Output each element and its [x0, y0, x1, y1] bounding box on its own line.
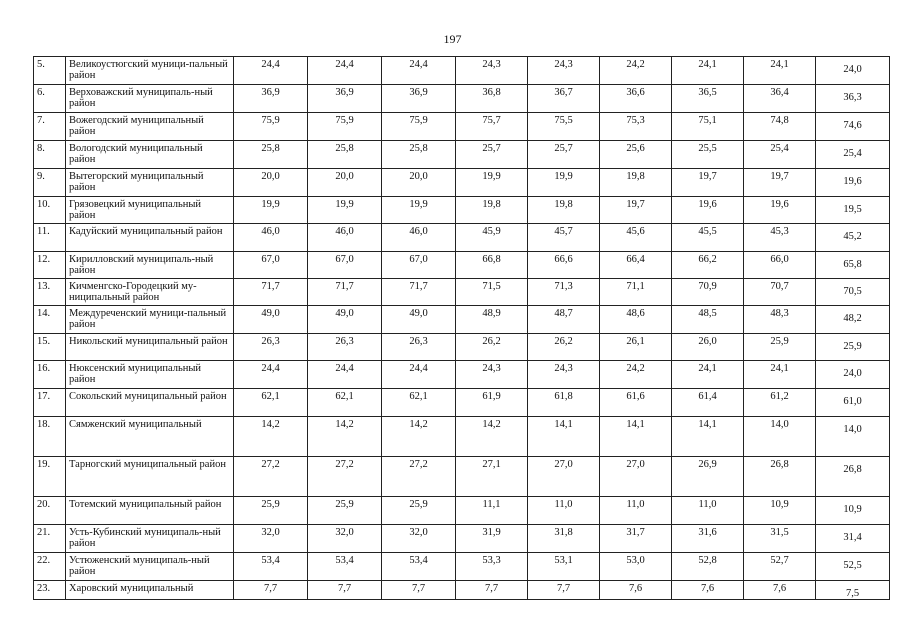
value-cell: 27,2: [308, 457, 382, 497]
district-name: Нюксенский муниципальный район: [66, 361, 234, 389]
value-cell: 24,2: [600, 361, 672, 389]
value-cell: 24,4: [308, 361, 382, 389]
value-cell: 14,2: [308, 417, 382, 457]
value-cell: 66,8: [456, 252, 528, 279]
value-cell: 67,0: [382, 252, 456, 279]
value-cell: 7,7: [234, 581, 308, 600]
district-name: Грязовецкий муниципальный район: [66, 197, 234, 224]
value-cell: 14,0: [816, 417, 890, 457]
value-cell: 36,9: [382, 85, 456, 113]
value-cell: 36,6: [600, 85, 672, 113]
table-row: [34, 224, 890, 252]
row-number: 5.: [34, 57, 66, 85]
value-cell: 31,8: [528, 525, 600, 553]
value-cell: 7,6: [672, 581, 744, 600]
value-cell: 25,7: [456, 141, 528, 169]
value-cell: 24,3: [528, 57, 600, 85]
value-cell: 67,0: [308, 252, 382, 279]
district-name: Тарногский муниципальный район: [66, 457, 234, 497]
value-cell: 53,3: [456, 553, 528, 581]
table-row: [34, 197, 890, 224]
value-cell: 14,2: [382, 417, 456, 457]
value-cell: 32,0: [308, 525, 382, 553]
value-cell: 75,3: [600, 113, 672, 141]
row-number: 17.: [34, 389, 66, 417]
value-cell: 26,0: [672, 334, 744, 361]
value-cell: 19,7: [600, 197, 672, 224]
value-cell: 24,3: [456, 57, 528, 85]
value-cell: 48,6: [600, 306, 672, 334]
value-cell: 25,8: [382, 141, 456, 169]
value-cell: 61,0: [816, 389, 890, 417]
value-cell: 11,0: [528, 497, 600, 525]
table-body: [34, 57, 890, 600]
table-row: [34, 279, 890, 306]
value-cell: 25,9: [744, 334, 816, 361]
value-cell: 46,0: [308, 224, 382, 252]
value-cell: 24,4: [234, 361, 308, 389]
value-cell: 14,1: [672, 417, 744, 457]
value-cell: 19,7: [744, 169, 816, 197]
value-cell: 24,4: [382, 57, 456, 85]
value-cell: 74,6: [816, 113, 890, 141]
value-cell: 48,3: [744, 306, 816, 334]
value-cell: 24,4: [308, 57, 382, 85]
value-cell: 27,2: [234, 457, 308, 497]
value-cell: 24,1: [744, 361, 816, 389]
value-cell: 26,2: [528, 334, 600, 361]
value-cell: 36,5: [672, 85, 744, 113]
value-cell: 7,7: [456, 581, 528, 600]
value-cell: 14,0: [744, 417, 816, 457]
value-cell: 53,4: [234, 553, 308, 581]
district-name: Междуреченский муници-пальный район: [66, 306, 234, 334]
row-number: 15.: [34, 334, 66, 361]
value-cell: 48,2: [816, 306, 890, 334]
value-cell: 71,7: [382, 279, 456, 306]
row-number: 14.: [34, 306, 66, 334]
value-cell: 61,4: [672, 389, 744, 417]
value-cell: 25,6: [600, 141, 672, 169]
row-number: 21.: [34, 525, 66, 553]
value-cell: 14,1: [600, 417, 672, 457]
value-cell: 11,0: [600, 497, 672, 525]
value-cell: 36,9: [308, 85, 382, 113]
value-cell: 19,8: [528, 197, 600, 224]
page-number: 197: [443, 32, 462, 46]
value-cell: 26,3: [234, 334, 308, 361]
table-row: [34, 361, 890, 389]
value-cell: 32,0: [234, 525, 308, 553]
value-cell: 31,7: [600, 525, 672, 553]
value-cell: 36,9: [234, 85, 308, 113]
value-cell: 61,8: [528, 389, 600, 417]
table-row: [34, 169, 890, 197]
value-cell: 53,4: [308, 553, 382, 581]
value-cell: 11,1: [456, 497, 528, 525]
district-name: Кичменгско-Городецкий му-ниципальный район: [66, 279, 234, 306]
value-cell: 48,9: [456, 306, 528, 334]
value-cell: 7,6: [744, 581, 816, 600]
value-cell: 27,2: [382, 457, 456, 497]
value-cell: 24,2: [600, 57, 672, 85]
value-cell: 67,0: [234, 252, 308, 279]
table-row: [34, 334, 890, 361]
value-cell: 49,0: [308, 306, 382, 334]
table-row: [34, 306, 890, 334]
value-cell: 75,1: [672, 113, 744, 141]
district-name: Харовский муниципальный: [66, 581, 234, 600]
value-cell: 19,9: [382, 197, 456, 224]
value-cell: 19,9: [308, 197, 382, 224]
district-name: Тотемский муниципальный район: [66, 497, 234, 525]
value-cell: 14,2: [234, 417, 308, 457]
table-row: [34, 389, 890, 417]
row-number: 9.: [34, 169, 66, 197]
row-number: 6.: [34, 85, 66, 113]
district-name: Усть-Кубинский муниципаль-ный район: [66, 525, 234, 553]
district-name: Кадуйский муниципальный район: [66, 224, 234, 252]
value-cell: 25,7: [528, 141, 600, 169]
value-cell: 19,8: [456, 197, 528, 224]
value-cell: 11,0: [672, 497, 744, 525]
row-number: 22.: [34, 553, 66, 581]
value-cell: 48,5: [672, 306, 744, 334]
value-cell: 36,8: [456, 85, 528, 113]
value-cell: 25,4: [816, 141, 890, 169]
value-cell: 24,1: [744, 57, 816, 85]
row-number: 11.: [34, 224, 66, 252]
value-cell: 36,4: [744, 85, 816, 113]
row-number: 16.: [34, 361, 66, 389]
row-number: 8.: [34, 141, 66, 169]
value-cell: 25,9: [816, 334, 890, 361]
value-cell: 71,7: [308, 279, 382, 306]
value-cell: 7,6: [600, 581, 672, 600]
district-name: Никольский муниципальный район: [66, 334, 234, 361]
value-cell: 20,0: [308, 169, 382, 197]
value-cell: 26,1: [600, 334, 672, 361]
value-cell: 24,4: [234, 57, 308, 85]
value-cell: 36,3: [816, 85, 890, 113]
value-cell: 71,3: [528, 279, 600, 306]
value-cell: 10,9: [816, 497, 890, 525]
value-cell: 45,2: [816, 224, 890, 252]
value-cell: 26,3: [382, 334, 456, 361]
value-cell: 66,0: [744, 252, 816, 279]
value-cell: 53,1: [528, 553, 600, 581]
value-cell: 26,8: [744, 457, 816, 497]
value-cell: 24,0: [816, 361, 890, 389]
value-cell: 19,7: [672, 169, 744, 197]
row-number: 10.: [34, 197, 66, 224]
value-cell: 66,6: [528, 252, 600, 279]
value-cell: 65,8: [816, 252, 890, 279]
district-name: Сокольский муниципальный район: [66, 389, 234, 417]
value-cell: 48,7: [528, 306, 600, 334]
value-cell: 20,0: [234, 169, 308, 197]
table-row: [34, 581, 890, 600]
value-cell: 19,8: [600, 169, 672, 197]
value-cell: 24,1: [672, 57, 744, 85]
value-cell: 19,9: [456, 169, 528, 197]
value-cell: 49,0: [234, 306, 308, 334]
value-cell: 25,5: [672, 141, 744, 169]
value-cell: 32,0: [382, 525, 456, 553]
value-cell: 14,1: [528, 417, 600, 457]
table-row: [34, 85, 890, 113]
district-name: Верховажский муниципаль-ный район: [66, 85, 234, 113]
value-cell: 26,8: [816, 457, 890, 497]
value-cell: 62,1: [382, 389, 456, 417]
value-cell: 24,3: [528, 361, 600, 389]
value-cell: 27,0: [528, 457, 600, 497]
table-row: [34, 497, 890, 525]
row-number: 23.: [34, 581, 66, 600]
district-name: Сямженский муниципальный: [66, 417, 234, 457]
value-cell: 24,0: [816, 57, 890, 85]
value-cell: 49,0: [382, 306, 456, 334]
value-cell: 75,9: [234, 113, 308, 141]
value-cell: 53,4: [382, 553, 456, 581]
value-cell: 52,5: [816, 553, 890, 581]
value-cell: 71,5: [456, 279, 528, 306]
district-name: Великоустюгский муници-пальный район: [66, 57, 234, 85]
value-cell: 27,0: [600, 457, 672, 497]
value-cell: 71,1: [600, 279, 672, 306]
value-cell: 7,5: [816, 581, 890, 600]
value-cell: 7,7: [382, 581, 456, 600]
data-table: [33, 56, 890, 600]
district-name: Кирилловский муниципаль-ный район: [66, 252, 234, 279]
table-row: [34, 252, 890, 279]
value-cell: 53,0: [600, 553, 672, 581]
value-cell: 27,1: [456, 457, 528, 497]
value-cell: 24,1: [672, 361, 744, 389]
value-cell: 70,5: [816, 279, 890, 306]
value-cell: 7,7: [528, 581, 600, 600]
value-cell: 66,4: [600, 252, 672, 279]
value-cell: 70,7: [744, 279, 816, 306]
value-cell: 14,2: [456, 417, 528, 457]
value-cell: 45,3: [744, 224, 816, 252]
table-row: [34, 525, 890, 553]
value-cell: 31,4: [816, 525, 890, 553]
value-cell: 31,6: [672, 525, 744, 553]
value-cell: 25,9: [234, 497, 308, 525]
table-row: [34, 113, 890, 141]
value-cell: 45,6: [600, 224, 672, 252]
value-cell: 61,2: [744, 389, 816, 417]
value-cell: 25,9: [308, 497, 382, 525]
value-cell: 75,7: [456, 113, 528, 141]
value-cell: 19,9: [528, 169, 600, 197]
value-cell: 10,9: [744, 497, 816, 525]
row-number: 19.: [34, 457, 66, 497]
district-name: Вологодский муниципальный район: [66, 141, 234, 169]
row-number: 7.: [34, 113, 66, 141]
value-cell: 66,2: [672, 252, 744, 279]
value-cell: 25,8: [308, 141, 382, 169]
value-cell: 26,3: [308, 334, 382, 361]
value-cell: 46,0: [234, 224, 308, 252]
table-row: [34, 553, 890, 581]
value-cell: 62,1: [234, 389, 308, 417]
value-cell: 62,1: [308, 389, 382, 417]
table-row: [34, 141, 890, 169]
row-number: 18.: [34, 417, 66, 457]
table-row: [34, 457, 890, 497]
district-name: Вытегорский муниципальный район: [66, 169, 234, 197]
value-cell: 19,6: [816, 169, 890, 197]
value-cell: 61,9: [456, 389, 528, 417]
value-cell: 71,7: [234, 279, 308, 306]
value-cell: 25,9: [382, 497, 456, 525]
value-cell: 19,6: [744, 197, 816, 224]
value-cell: 31,9: [456, 525, 528, 553]
value-cell: 45,5: [672, 224, 744, 252]
value-cell: 61,6: [600, 389, 672, 417]
row-number: 13.: [34, 279, 66, 306]
value-cell: 19,5: [816, 197, 890, 224]
value-cell: 24,4: [382, 361, 456, 389]
value-cell: 74,8: [744, 113, 816, 141]
value-cell: 7,7: [308, 581, 382, 600]
value-cell: 45,9: [456, 224, 528, 252]
value-cell: 45,7: [528, 224, 600, 252]
value-cell: 20,0: [382, 169, 456, 197]
value-cell: 19,6: [672, 197, 744, 224]
row-number: 20.: [34, 497, 66, 525]
district-name: Вожегодский муниципальный район: [66, 113, 234, 141]
district-name: Устюженский муниципаль-ный район: [66, 553, 234, 581]
table-row: [34, 57, 890, 85]
value-cell: 46,0: [382, 224, 456, 252]
value-cell: 75,5: [528, 113, 600, 141]
value-cell: 19,9: [234, 197, 308, 224]
value-cell: 31,5: [744, 525, 816, 553]
value-cell: 75,9: [308, 113, 382, 141]
value-cell: 52,7: [744, 553, 816, 581]
row-number: 12.: [34, 252, 66, 279]
value-cell: 75,9: [382, 113, 456, 141]
value-cell: 52,8: [672, 553, 744, 581]
value-cell: 24,3: [456, 361, 528, 389]
value-cell: 26,9: [672, 457, 744, 497]
value-cell: 25,4: [744, 141, 816, 169]
table-row: [34, 417, 890, 457]
value-cell: 36,7: [528, 85, 600, 113]
value-cell: 26,2: [456, 334, 528, 361]
value-cell: 25,8: [234, 141, 308, 169]
value-cell: 70,9: [672, 279, 744, 306]
